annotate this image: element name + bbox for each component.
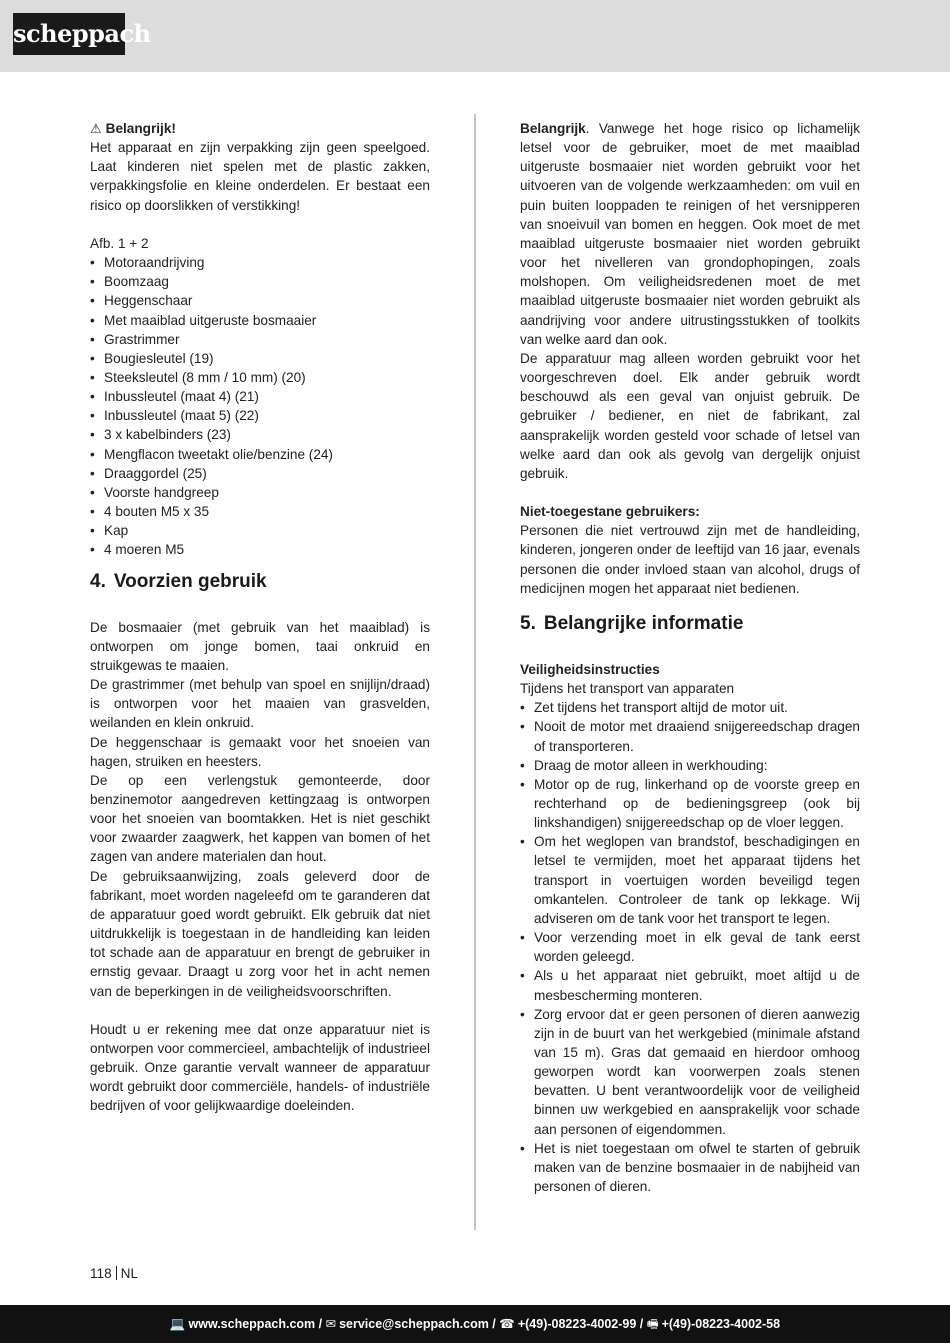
list-item: • Om het weglopen van brandstof, beschadigingen en letsel te vermijden, moet het apparaat tijdens het transport in voertuigen worden beveiligd tegen omkantelen. Controleer de tank op lekkage. Wij adviseren om de tank voor het transport te legen. <box>520 832 860 928</box>
section-4-heading: 4. Voorzien gebruik <box>90 570 267 592</box>
list-item: • Voorste handgreep <box>90 483 430 502</box>
column-divider <box>474 114 476 1230</box>
phone-icon: ☎ <box>499 1317 515 1331</box>
list-item: • Zorg ervoor dat er geen personen of dieren aanwezig zijn in de buurt van het werkgebied (minimale afstand van 15 m). Gras dat gemaaid en hierdoor omhoog geworpen wordt kan voorwerpen zoals stenen bevatten. U bent verantwoordelijk voor de veiligheid binnen uw werkgebied en aansprakelijk voor schade aan personen of eigendommen. <box>520 1005 860 1139</box>
left-column <box>90 119 430 1116</box>
transport-intro: Tijdens het transport van apparaten <box>520 681 735 697</box>
warranty-paragraph: Houdt u er rekening mee dat onze apparatuur niet is ontworpen voor commercieel, ambachtelijk of industrieel gebruik. Onze garantie vervalt wanneer de apparatuur wordt gebruikt door commerciële, handels- of industriële bedrijven of voor gelijkwaardige doeleinden. <box>90 1021 430 1114</box>
footer-fax: +(49)-08223-4002-58 <box>661 1317 781 1331</box>
list-item: • Inbussleutel (maat 4) (21) <box>90 387 430 406</box>
list-item: • Mengflacon tweetakt olie/benzine (24) <box>90 445 430 464</box>
section-5-heading: 5. Belangrijke informatie <box>520 612 744 634</box>
section-4-paragraph: De gebruiksaanwijzing, zoals geleverd door de fabrikant, moet worden nageleefd om te garanderen dat de apparatuur goed wordt gebruikt. Elk gebruik dat niet uitdrukkelijk is toegestaan in de handleiding kan leiden tot schade aan de apparatuur en brengt de gebruiker in ernstig gevaar. Draagt u zorg voor het in acht nemen van de beperkingen in de veiligheidsvoorschriften. <box>90 868 430 999</box>
list-item: • Motoraandrijving <box>90 253 430 272</box>
fax-icon: 🖷 <box>646 1317 659 1331</box>
list-item: • Steeksleutel (8 mm / 10 mm) (20) <box>90 368 430 387</box>
scheppach-logo: scheppach <box>13 13 125 55</box>
page-number: 118 NL <box>90 1266 139 1281</box>
list-item: • Het is niet toegestaan om ofwel te starten of gebruik maken van de benzine bosmaaier in de nabijheid van personen of dieren. <box>520 1139 860 1196</box>
computer-icon: 💻 <box>169 1317 186 1331</box>
page-footer: 💻 www.scheppach.com / ✉ service@scheppach.com / ☎ +(49)-08223-4002-99 / 🖷 +(49)-08223-4002-58 <box>0 1305 950 1343</box>
section-4-paragraph: De grastrimmer (met behulp van spoel en snijlijn/draad) is ontworpen voor het maaien van grasvelden, weilanden en klein onkruid. <box>90 677 430 731</box>
safety-subtitle: Veiligheidsinstructies <box>520 661 660 677</box>
list-item: • 4 moeren M5 <box>90 540 430 559</box>
list-item: • Motor op de rug, linkerhand op de voorste greep en rechterhand op de bedieningsgreep (ook bij linkshandigen) snijgereedschap op de vloer leggen. <box>520 775 860 832</box>
list-item: • Als u het apparaat niet gebruikt, moet altijd u de mesbescherming monteren. <box>520 966 860 1004</box>
warning-heading: ⚠ Belangrijk! <box>90 121 176 136</box>
figure-reference: Afb. 1 + 2 <box>90 235 149 251</box>
list-item: • 3 x kabelbinders (23) <box>90 425 430 444</box>
footer-website[interactable]: www.scheppach.com <box>188 1317 316 1331</box>
section-4-paragraph: De heggenschaar is gemaakt voor het snoeien van hagen, struiken en heesters. <box>90 734 430 769</box>
important-paragraph: Belangrijk. Vanwege het hoge risico op lichamelijk letsel voor de gebruiker, moet de met maaiblad uitgeruste bosmaaier niet worden gebruikt voor het uitvoeren van de volgende werkzaamheden: om vuil en puin buiten looppaden te reinigen of het versnipperen van snoeivuil van bomen en heggen. Ook moet de met maaiblad uitgeruste bosmaaier niet worden gebruikt voor het nivelleren van grondophopingen, zoals molshopen. Om veiligheidsredenen moet de met maaiblad uitgeruste bosmaaier niet worden gebruikt als aandrijving voor andere uitrustingsstukken of toolkits van welke aard dan ook. <box>520 121 860 347</box>
page-header <box>0 0 950 72</box>
users-heading: Niet-toegestane gebruikers: <box>520 504 700 520</box>
warning-triangle-icon: ⚠ <box>90 121 102 136</box>
users-paragraph: Personen die niet vertrouwd zijn met de handleiding, kinderen, jongeren onder de leeftijd van 16 jaar, evenals personen die onder invloed staan van alcohol, drugs of medicijnen mogen het apparaat niet bedienen. <box>520 523 860 596</box>
list-item: • Bougiesleutel (19) <box>90 349 430 368</box>
footer-email[interactable]: service@scheppach.com <box>339 1317 489 1331</box>
list-item: • 4 bouten M5 x 35 <box>90 502 430 521</box>
list-item: • Met maaiblad uitgeruste bosmaaier <box>90 311 430 330</box>
list-item: • Grastrimmer <box>90 330 430 349</box>
footer-phone: +(49)-08223-4002-99 <box>517 1317 637 1331</box>
list-item: • Boomzaag <box>90 272 430 291</box>
list-item: • Zet tijdens het transport altijd de motor uit. <box>520 698 860 717</box>
section-4-paragraph: De op een verlengstuk gemonteerde, door benzinemotor aangedreven kettingzaag is ontworpen voor het snoeien van boomtakken. Het is niet geschikt voor zwaarder zaagwerk, het kappen van bomen of het zagen van andere materialen dan hout. <box>90 772 430 865</box>
list-item: • Kap <box>90 521 430 540</box>
envelope-icon: ✉ <box>325 1317 337 1331</box>
parts-list <box>90 253 430 560</box>
list-item: • Draaggordel (25) <box>90 464 430 483</box>
section-4-paragraph: De bosmaaier (met gebruik van het maaiblad) is ontworpen om jonge bomen, taai onkruid en struikgewas te maaien. <box>90 619 430 673</box>
right-column <box>520 119 860 1196</box>
list-item: • Nooit de motor met draaiend snijgereedschap dragen of transporteren. <box>520 717 860 755</box>
safety-list <box>520 698 860 1196</box>
list-item: • Heggenschaar <box>90 291 430 310</box>
list-item: • Voor verzending moet in elk geval de tank eerst worden geleegd. <box>520 928 860 966</box>
warning-text: Het apparaat en zijn verpakking zijn geen speelgoed. Laat kinderen niet spelen met de plastic zakken, verpakkingsfolie en kleine onderdelen. Er bestaat een risico op doorslikken of verstikking! <box>90 140 430 213</box>
list-item: • Draag de motor alleen in werkhouding: <box>520 756 860 775</box>
purpose-paragraph: De apparatuur mag alleen worden gebruikt voor het voorgeschreven doel. Elk ander gebruik wordt beschouwd als een geval van onjuist gebruik. De gebruiker / bediener, en niet de fabrikant, zal aansprakelijk worden gesteld voor schade of letsel van welke aard dan ook als gevolg van dergelijk onjuist gebruik. <box>520 350 860 481</box>
list-item: • Inbussleutel (maat 5) (22) <box>90 406 430 425</box>
